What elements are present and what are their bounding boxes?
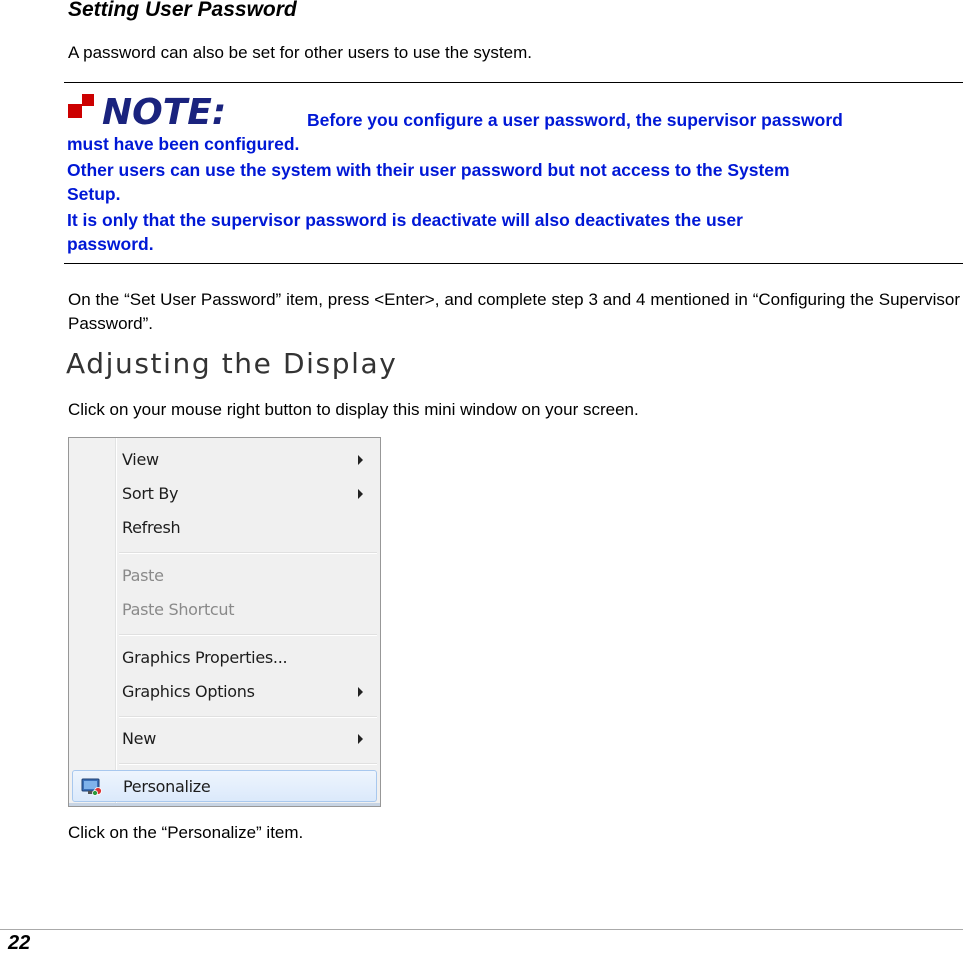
personalize-instruction: Click on the “Personalize” item.: [68, 823, 304, 842]
personalize-icon: [81, 778, 103, 796]
note-line: Before you configure a user password, the supervisor password: [307, 110, 843, 130]
menu-item-sort-by[interactable]: [72, 478, 377, 510]
submenu-arrow-icon: [358, 687, 363, 697]
menu-bottom-border: [69, 803, 380, 806]
step-instructions: On the “Set User Password” item, press <Enter>, and complete step 3 and 4 mentioned in “Configuring the Supervisor Password”.: [68, 290, 960, 333]
submenu-arrow-icon: [358, 489, 363, 499]
menu-item-label: Graphics Options: [122, 682, 255, 701]
menu-item-personalize[interactable]: [72, 770, 377, 802]
section-title: Setting User Password: [68, 0, 297, 21]
menu-item-label: Graphics Properties...: [122, 648, 288, 667]
submenu-arrow-icon: [358, 455, 363, 465]
menu-item-label: Paste Shortcut: [122, 600, 235, 619]
note-line: Other users can use the system with their user password but not access to the System: [67, 160, 790, 180]
menu-item-label: Paste: [122, 566, 164, 585]
menu-item-graphics-options[interactable]: [72, 676, 377, 708]
menu-separator: [119, 552, 377, 554]
menu-item-new[interactable]: [72, 723, 377, 755]
note-bottom-divider: [64, 263, 963, 264]
menu-separator: [119, 716, 377, 718]
menu-item-label: Personalize: [123, 777, 211, 796]
note-logo-icon: [68, 90, 268, 130]
menu-item-paste-shortcut[interactable]: [72, 594, 377, 626]
menu-item-paste[interactable]: [72, 560, 377, 592]
note-line: It is only that the supervisor password is deactivate will also deactivates the user: [67, 210, 743, 230]
menu-item-label: New: [122, 729, 156, 748]
menu-item-label: Refresh: [122, 518, 181, 537]
display-heading: Adjusting the Display: [66, 347, 398, 380]
context-menu: [68, 437, 381, 807]
page-number: 22: [8, 932, 31, 954]
note-top-divider: [64, 82, 963, 83]
note-logo-text: NOTE:: [102, 92, 227, 130]
menu-item-refresh[interactable]: [72, 512, 377, 544]
menu-separator: [119, 763, 377, 765]
submenu-arrow-icon: [358, 734, 363, 744]
note-line: must have been configured.: [67, 134, 300, 154]
menu-item-graphics-properties[interactable]: [72, 642, 377, 674]
menu-separator: [119, 634, 377, 636]
footer-divider: [0, 929, 963, 930]
menu-item-label: Sort By: [122, 484, 179, 503]
menu-item-label: View: [122, 450, 159, 469]
menu-item-view[interactable]: [72, 444, 377, 476]
display-instruction: Click on your mouse right button to display this mini window on your screen.: [68, 400, 639, 419]
note-line: Setup.: [67, 184, 121, 204]
intro-text: A password can also be set for other users to use the system.: [68, 43, 532, 62]
note-line: password.: [67, 234, 154, 254]
